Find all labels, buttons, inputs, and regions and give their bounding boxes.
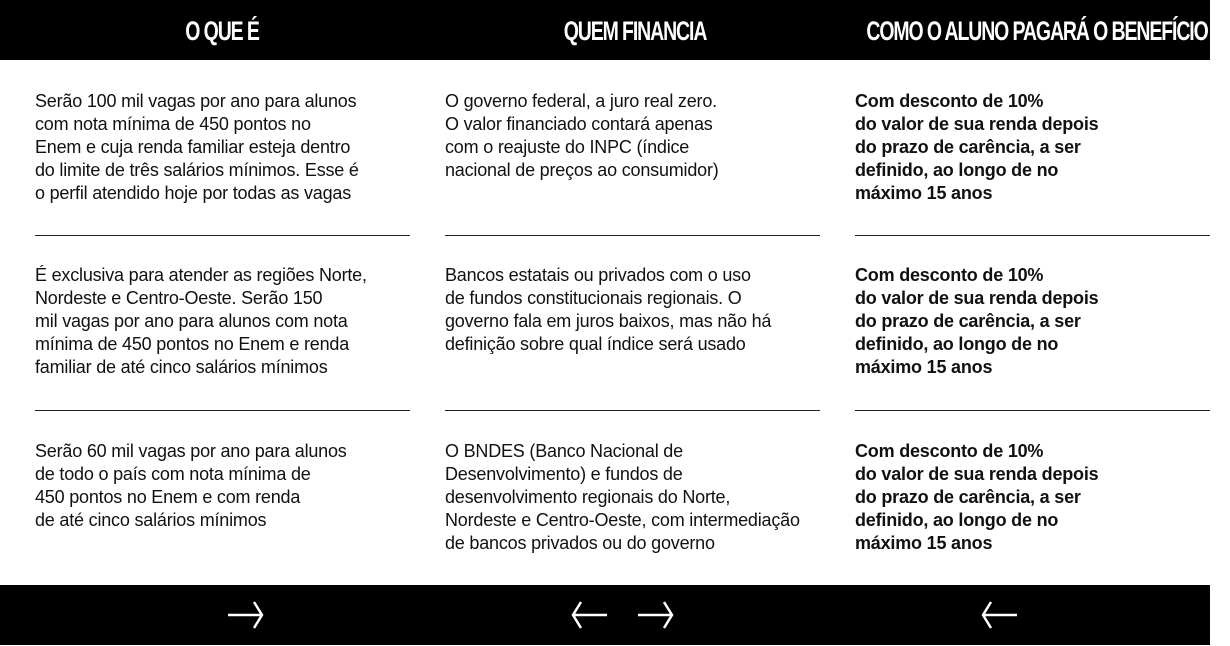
column-header-como-paga bbox=[800, 0, 1230, 60]
row-divider bbox=[35, 235, 410, 236]
header-label: QUEM FINANCIA bbox=[563, 16, 707, 46]
row-divider bbox=[855, 235, 1210, 236]
cell-quem-financia: Bancos estatais ou privados com o uso de fundos constitucionais regionais. O governo fala em juros baixos, mas não há definição sobre qual índice será usado bbox=[445, 265, 772, 354]
cell-como-paga: Com desconto de 10% do valor de sua renda depois do prazo de carência, a ser definido, ao longo de no máximo 15 anos bbox=[855, 265, 1099, 377]
cell-como-paga: Com desconto de 10% do valor de sua renda depois do prazo de carência, a ser definido, ao longo de no máximo 15 anos bbox=[855, 91, 1099, 203]
header-label: O QUE É bbox=[185, 16, 260, 46]
header-label: COMO O ALUNO PAGARÁ O BENEFÍCIO bbox=[866, 16, 1208, 46]
cell-o-que-e: É exclusiva para atender as regiões Norte, Nordeste e Centro-Oeste. Serão 150 mil vagas por ano para alunos com nota mínima de 450 pontos no Enem e renda familiar de até cinco salários mínimos bbox=[35, 265, 367, 377]
column-header-o-que-e bbox=[35, 0, 410, 60]
arrow-right-icon[interactable] bbox=[226, 598, 266, 632]
cell-o-que-e: Serão 100 mil vagas por ano para alunos com nota mínima de 450 pontos no Enem e cuja renda familiar esteja dentro do limite de três salários mínimos. Esse é o perfil atendido hoje por todas as vagas bbox=[35, 91, 359, 203]
column-header-quem-financia bbox=[420, 0, 850, 60]
row-divider bbox=[445, 235, 820, 236]
cell-quem-financia: O governo federal, a juro real zero. O valor financiado contará apenas com o reajuste do INPC (índice nacional de preços ao consumidor) bbox=[445, 91, 719, 180]
arrow-left-icon[interactable] bbox=[979, 598, 1019, 632]
row-divider bbox=[855, 410, 1210, 411]
row-divider bbox=[445, 410, 820, 411]
cell-o-que-e: Serão 60 mil vagas por ano para alunos de todo o país com nota mínima de 450 pontos no Enem e com renda de até cinco salários mínimos bbox=[35, 441, 347, 530]
cell-como-paga: Com desconto de 10% do valor de sua renda depois do prazo de carência, a ser definido, ao longo de no máximo 15 anos bbox=[855, 441, 1099, 553]
header-bar bbox=[0, 0, 1210, 60]
arrow-left-icon[interactable] bbox=[569, 598, 609, 632]
row-divider bbox=[35, 410, 410, 411]
arrow-right-icon[interactable] bbox=[636, 598, 676, 632]
cell-quem-financia: O BNDES (Banco Nacional de Desenvolvimento) e fundos de desenvolvimento regionais do Norte, Nordeste e Centro-Oeste, com intermediação de bancos privados ou do governo bbox=[445, 441, 800, 553]
